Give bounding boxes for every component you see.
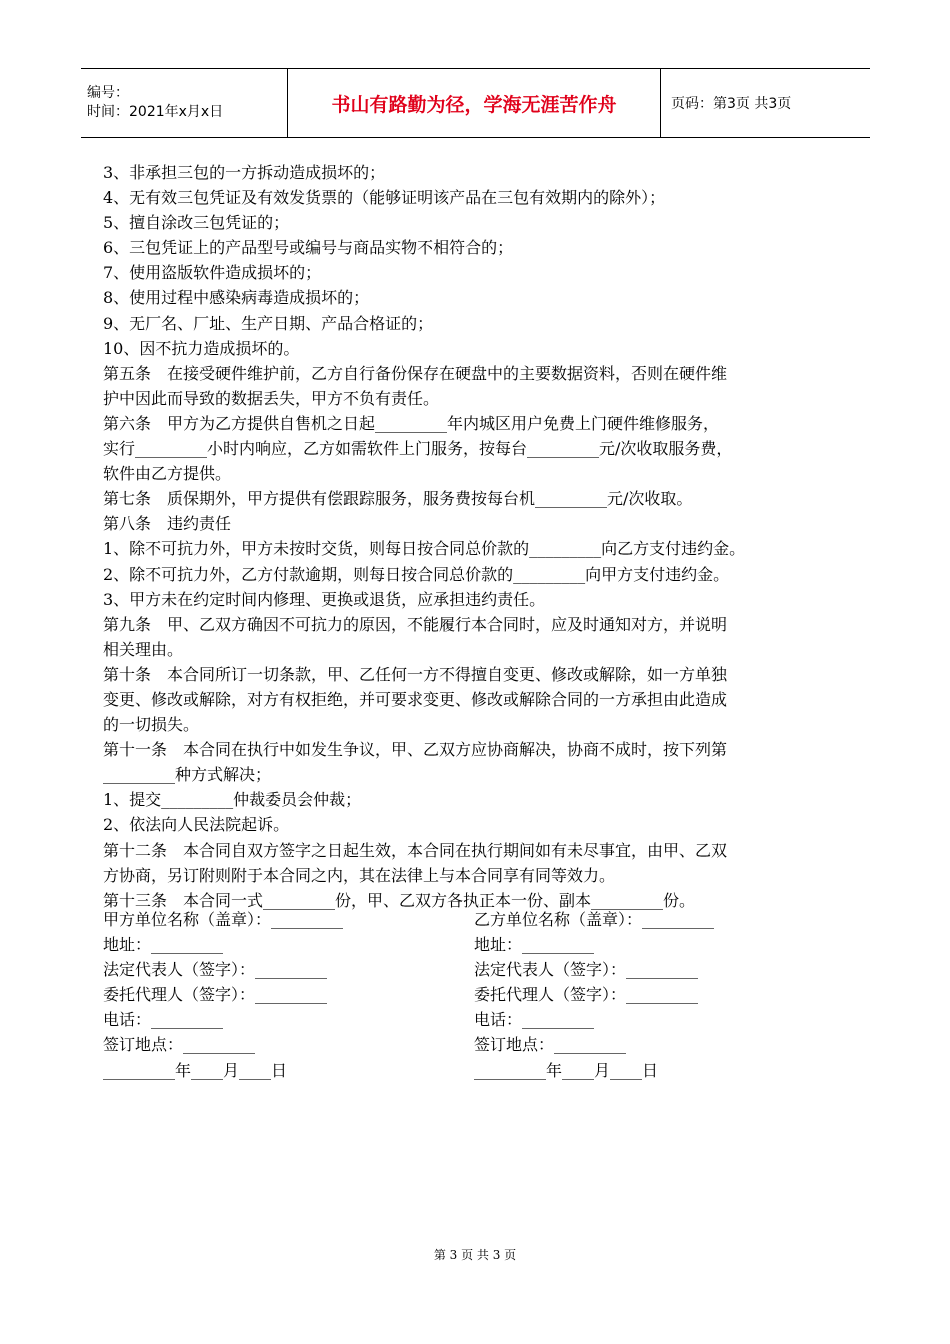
contract-line: 4、无有效三包凭证及有效发货票的（能够证明该产品在三包有效期内的除外）；	[103, 188, 666, 208]
header-motto	[287, 69, 661, 137]
contract-line: 护中因此而导致的数据丢失，甲方不负有责任。	[103, 388, 440, 408]
party-a-phone: 电话：_________	[103, 1010, 224, 1030]
party-b-sign-place: 签订地点：_________	[474, 1035, 627, 1055]
party-b-legal-rep: 法定代表人（签字）：_________	[474, 960, 699, 980]
contract-line: 3、甲方未在约定时间内修理、更换或退货，应承担违约责任。	[103, 589, 546, 609]
page-number-label: 页码：第3页 共3页	[671, 96, 792, 112]
contract-line: 第九条 甲、乙双方确因不可抗力的原因，不能履行本合同时，应及时通知对方，并说明	[103, 614, 728, 634]
signature-row	[103, 1007, 855, 1032]
header-info	[81, 69, 287, 137]
contract-line: 6、三包凭证上的产品型号或编号与商品实物不相符合的；	[103, 238, 514, 258]
signature-row	[103, 957, 855, 982]
contract-line: 第十三条 本合同一式_________份，甲、乙双方各执正本一份、副本_________份。	[103, 890, 696, 910]
contract-line: 第十二条 本合同自双方签字之日起生效，本合同在执行期间如有未尽事宜，由甲、乙双	[103, 840, 728, 860]
contract-line: 2、依法向人民法院起诉。	[103, 815, 290, 835]
contract-line: 1、提交_________仲裁委员会仲裁；	[103, 790, 362, 810]
party-a-legal-rep: 法定代表人（签字）：_________	[103, 960, 328, 980]
document-time-label: 时间：2021年x月x日	[87, 104, 224, 120]
party-b-agent: 委托代理人（签字）：_________	[474, 985, 699, 1005]
contract-line: 相关理由。	[103, 639, 184, 659]
contract-line: 方协商，另订附则附于本合同之内，其在法律上与本合同享有同等效力。	[103, 865, 616, 885]
party-b-name: 乙方单位名称（盖章）：_________	[474, 910, 715, 929]
contract-line: 8、使用过程中感染病毒造成损坏的；	[103, 288, 370, 308]
contract-line: 7、使用盗版软件造成损坏的；	[103, 263, 322, 283]
signature-row	[103, 907, 855, 932]
party-a-name: 甲方单位名称（盖章）：_________	[103, 910, 344, 929]
contract-line: 5、擅自涂改三包凭证的；	[103, 213, 290, 233]
header-page-info	[661, 69, 870, 137]
contract-line: 变更、修改或解除，对方有权拒绝，并可要求变更、修改或解除合同的一方承担由此造成	[103, 689, 728, 709]
signature-row	[103, 1032, 855, 1057]
party-a-agent: 委托代理人（签字）：_________	[103, 985, 328, 1005]
party-b-phone: 电话：_________	[474, 1010, 595, 1030]
signature-row	[103, 982, 855, 1007]
contract-line: 2、除不可抗力外，乙方付款逾期，则每日按合同总价款的_________向甲方支付违约金。	[103, 564, 730, 584]
party-a-date: _________年____月____日	[103, 1060, 288, 1080]
contract-line: 第六条 甲方为乙方提供自售机之日起_________年内城区用户免费上门硬件维修服务，	[103, 413, 720, 433]
contract-line: 实行_________小时内响应，乙方如需软件上门服务，按每台_________元/次收取服务费，	[103, 439, 733, 459]
contract-line: 9、无厂名、厂址、生产日期、产品合格证的；	[103, 313, 434, 333]
signature-row	[103, 1058, 855, 1083]
contract-line: 软件由乙方提供。	[103, 464, 232, 484]
motto-text: 书山有路勤为径，学海无涯苦作舟	[331, 93, 617, 116]
document-number-label: 编号：	[87, 85, 129, 101]
page-header	[81, 68, 870, 138]
party-a-address: 地址：_________	[103, 935, 224, 955]
contract-body	[103, 160, 855, 913]
contract-line: 3、非承担三包的一方拆动造成损坏的；	[103, 163, 386, 182]
contract-line: 第八条 违约责任	[103, 514, 232, 534]
contract-line: 第十一条 本合同在执行中如发生争议，甲、乙双方应协商解决，协商不成时，按下列第	[103, 740, 728, 760]
contract-line: 1、除不可抗力外，甲方未按时交货，则每日按合同总价款的_________向乙方支付违约金。	[103, 539, 746, 559]
contract-line: _________种方式解决；	[103, 765, 272, 785]
signature-block	[103, 907, 855, 1083]
party-a-sign-place: 签订地点：_________	[103, 1035, 256, 1055]
page-footer: 第 3 页 共 3 页	[433, 1248, 517, 1262]
party-b-date: _________年____月____日	[474, 1060, 659, 1080]
contract-line: 的一切损失。	[103, 715, 200, 735]
contract-line: 10、因不抗力造成损坏的。	[103, 338, 300, 358]
contract-line: 第五条 在接受硬件维护前，乙方自行备份保存在硬盘中的主要数据资料，否则在硬件维	[103, 363, 728, 383]
contract-line: 第七条 质保期外，甲方提供有偿跟踪服务，服务费按每台机_________元/次收取。	[103, 489, 693, 509]
signature-row	[103, 932, 855, 957]
contract-line: 第十条 本合同所订一切条款，甲、乙任何一方不得擅自变更、修改或解除，如一方单独	[103, 664, 728, 684]
party-b-address: 地址：_________	[474, 935, 595, 955]
